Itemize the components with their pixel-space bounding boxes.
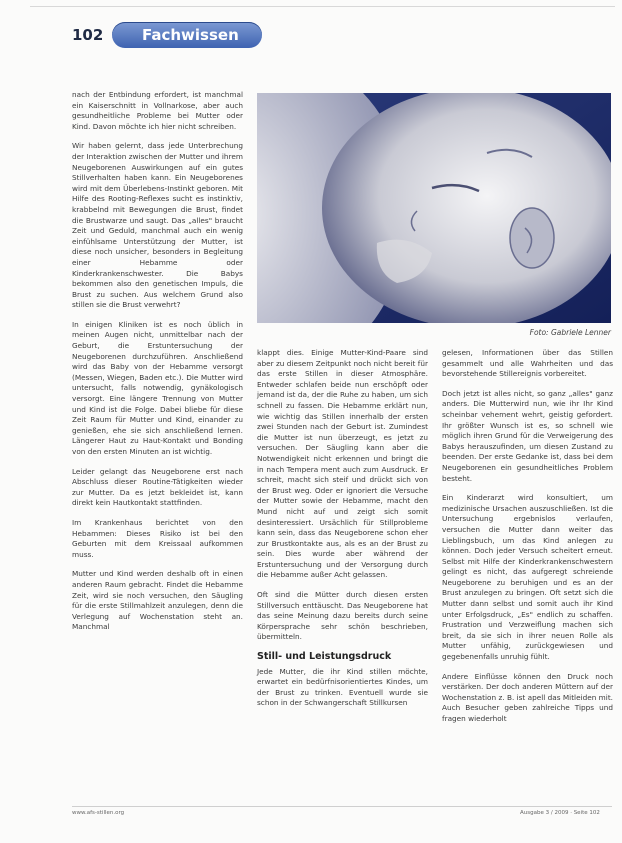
text-column-2 (257, 348, 428, 718)
paragraph: Jede Mutter, die ihr Kind stillen möchte, erwartet ein bedürfnisorientiertes Kindes, um der Brust zu trinken. Eventuell wurde sie schon in der Schwangerschaft Stillkursen (257, 666, 428, 708)
page-header (72, 22, 262, 48)
newborn-photo (257, 93, 611, 323)
paragraph: Wir haben gelernt, dass jede Unterbrechung der Interaktion zwischen der Mutter und ihrem Neugeborenen Auswirkungen auf ein gutes Stillverhalten haben kann. Ein Neugeborenes wird mit dem Überlebens-Instinkt geboren. Mit Hilfe des Rooting-Reflexes sucht es instinktiv, krabbelnd mit Bewegungen die Brust, findet die Brustwarze und saugt. Das „alles" braucht Zeit und Geduld, manchmal auch ein wenig einfühlsame Unterstützung der Mutter, ist diese noch unsicher, besonders in Begleitung einer Hebamme oder Kinderkrankenschwester. Die Babys bekommen also den genetischen Impuls, die Brust zu suchen. Aus welchem Grund also stillen sie die Brust verwehrt? (72, 141, 243, 310)
paragraph: Ein Kinderarzt wird konsultiert, um medizinische Ursachen auszuschließen. Ist die Untersuchung ergebnislos verlaufen, versuchen die Mutter dann weiter das Lieblingsbuch, um das Kind anlegen zu können. Doch jeder Versuch scheitert erneut. Selbst mit Hilfe der Kinderkrankenschwestern gelingt es nicht, das aufgeregt schreiende Neugeborene zu beruhigen und es an der Brust anzulegen zu bringen. Oft setzt sich die Mutter dann selbst und somit auch ihr Kind unter Erfolgsdruck, „Es" endlich zu schaffen. Frustration und Verzweiflung machen sich breit, da sie sich in ihrer neuen Rolle als Mutter unfähig, zurückgewiesen und gegebenenfalls unruhig fühlt. (442, 493, 613, 662)
photo-caption: Foto: Gabriele Lenner (529, 328, 611, 337)
paragraph: Im Krankenhaus berichtet von den Hebammen: Dieses Risiko ist bei den Geburten mit dem Kreissaal aufkommen muss. (72, 517, 243, 559)
text-column-1 (72, 90, 243, 642)
top-rule (30, 6, 615, 7)
paragraph: gelesen, Informationen über das Stillen gesammelt und alle Wahrheiten und das bevorstehende Stillereignis vorbereitet. (442, 348, 613, 379)
footer-url[interactable]: www.afs-stillen.org (72, 810, 125, 816)
text-column-3 (442, 348, 613, 734)
paragraph: klappt dies. Einige Mutter-Kind-Paare sind aber zu diesem Zeitpunkt noch nicht bereit für das erste Stillen in dieser Atmosphäre. Entweder schlafen beide nun erschöpft oder jemand ist da, der die Ruhe zu haben, um sich schnell zu fassen. Die Hebamme erklärt nun, wie wichtig das Stillen innerhalb der ersten zwei Stunden nach der Geburt ist. Zumindest die Mutter ist nun überzeugt, es jetzt zu versuchen. Der Säugling kann aber die Notwendigkeit nicht erkennen und bringt die in nach Tempera ment auch zum Ausdruck. Er schreit, macht sich steif und drückt sich von der Brust weg. Oder er ignoriert die Versuche der Mutter sowie der Hebamme, macht den Mund nicht auf und zeigt sich somit desinteressiert. Ursächlich für Stillprobleme kann sein, dass das Neugeborene schon eher zur Brustkontakte aus, als es an der Brust zu sein. Dies wurde aber während der Erstuntersuchung und der Versorgung durch die Hebamme außer Acht gelassen. (257, 348, 428, 580)
footer-issue: Ausgabe 3 / 2009 · Seite 102 (520, 810, 600, 816)
paragraph: Doch jetzt ist alles nicht, so ganz „alles" ganz anders. Die Mutterwird nun, wie ihr Ihr Kind scheinbar vehement wehrt, geistig gefordert. Ihr größter Wunsch ist es, so schnell wie möglich ihren Grund für die Verweigerung des Babys herauszufinden, um diesen Zustand zu beenden. Der erste Gedanke ist, dass bei dem Neugeborenen ein gesundheitliches Problem besteht. (442, 388, 613, 483)
paragraph: Oft sind die Mütter durch diesen ersten Stillversuch enttäuscht. Das Neugeborene hat das seine Meinung dazu bereits durch seine Körpersprache sehr schön beschrieben, übermitteln. (257, 590, 428, 642)
footer-rule (72, 806, 612, 807)
newborn-photo-illustration (257, 93, 611, 323)
paragraph: nach der Entbindung erfordert, ist manchmal ein Kaiserschnitt in Vollnarkose, aber auch gesundheitliche Probleme bei Mutter oder Kind. Davon möchte ich hier nicht schreiben. (72, 90, 243, 131)
paragraph: Andere Einflüsse können den Druck noch verstärken. Der doch anderen Müttern auf der Wochenstation z. B. ist apell das Mitleiden mit. Auch Besucher geben zahlreiche Tipps und fragen wiederholt (442, 671, 613, 723)
section-tab: Fachwissen (112, 22, 262, 48)
subheading: Still- und Leistungsdruck (257, 651, 392, 663)
paragraph: Mutter und Kind werden deshalb oft in einen anderen Raum gebracht. Findet die Hebamme Zeit, wird sie noch versuchen, den Säugling für die erste Stillmahlzeit anzulegen, denn die Verlegung auf Wochenstation steht an. Manchmal (72, 569, 243, 632)
paragraph: In einigen Kliniken ist es noch üblich in meinen Augen nicht, unmittelbar nach der Geburt, die Erstuntersuchung der Neugeborenen durchzuführen. Anschließend wird das Baby von der Hebamme versorgt (Messen, Wiegen, Baden etc.). Die Mutter wird untersucht, falls notwendig, gynäkologisch versorgt. Eine längere Trennung von Mutter und Kind ist die Folge. Dabei bliebe für diese Zeit Raum für Mutter und Kind, einander zu genießen, ehe sie sich anschließend lernen. Längerer Haut zu Haut-Kontakt und Bonding von den ersten Minuten an ist wichtig. (72, 319, 243, 456)
page-number: 102 (72, 26, 104, 44)
paragraph: Leider gelangt das Neugeborene erst nach Abschluss dieser Routine-Tätigkeiten wieder zur Mutter. Da es jetzt bekleidet ist, kann direkt kein Hautkontakt stattfinden. (72, 466, 243, 508)
